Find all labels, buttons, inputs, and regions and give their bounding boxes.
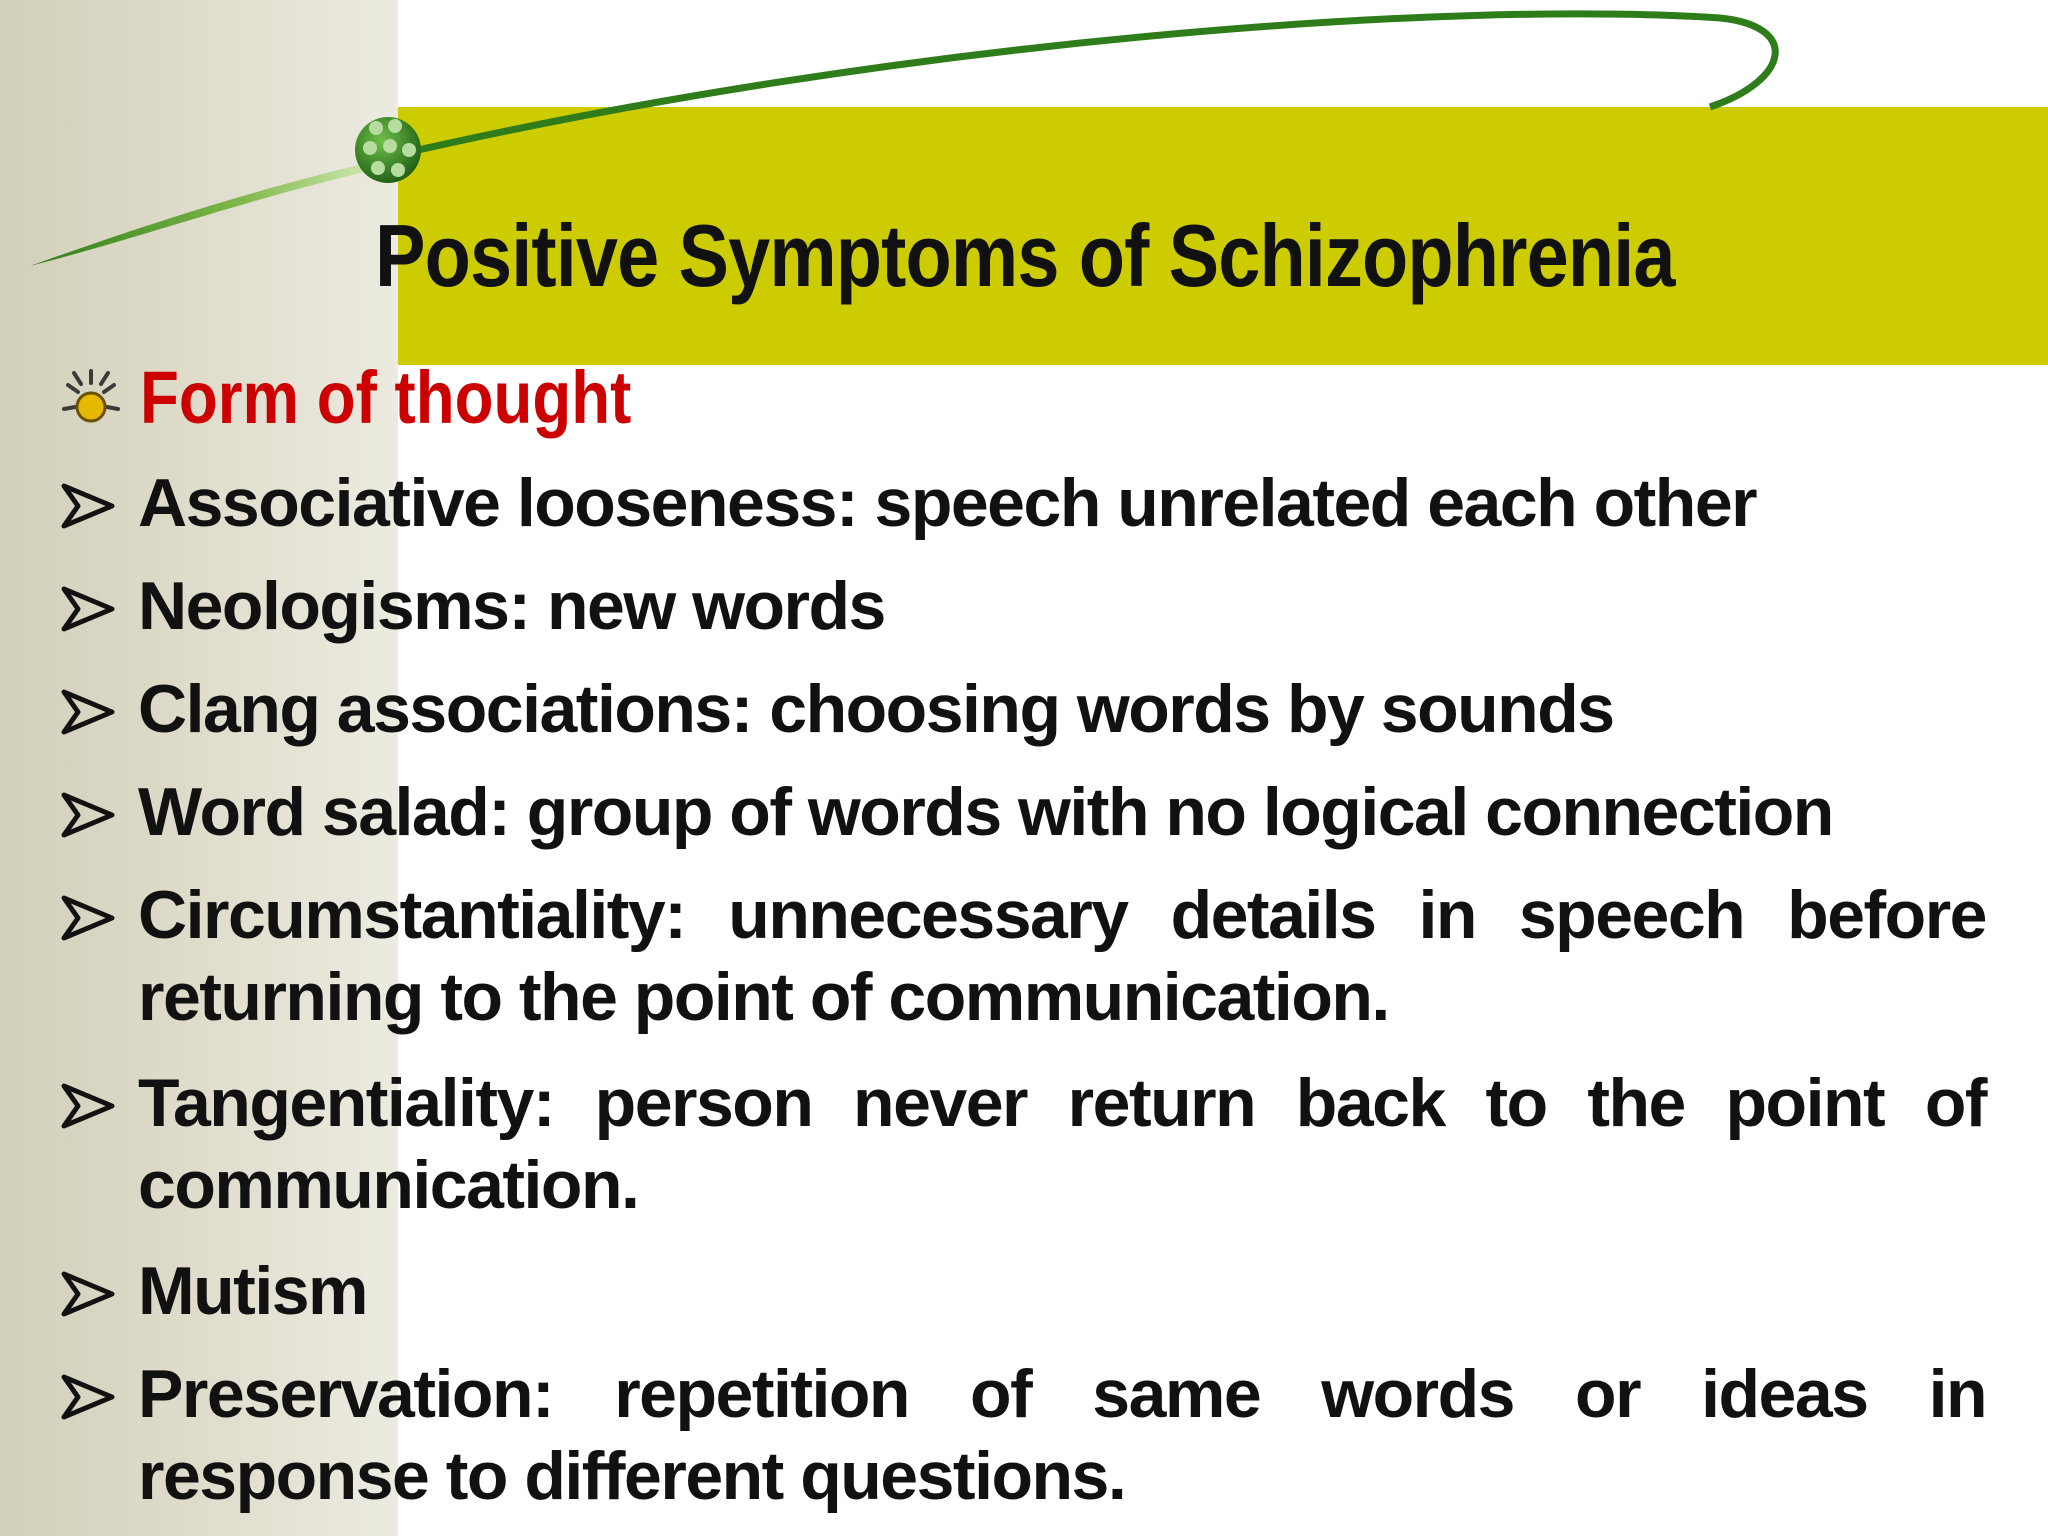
list-item [60,668,1986,750]
arrow-bullet-icon [60,1078,116,1134]
green-orb-icon [355,117,421,183]
arrow-bullet-icon [60,787,116,843]
list-item-text: Clang associations: choosing words by sounds [138,671,1614,747]
arrow-bullet-icon [60,684,116,740]
arrow-bullet-icon [60,890,116,946]
list-item-text: Tangentiality: person never return back to the point of communication. [138,1065,1986,1223]
list-item-text: Mutism [138,1253,367,1329]
list-item [60,1353,1986,1517]
section-heading: Form of thought [140,356,632,439]
arrow-bullet-icon [60,1369,116,1425]
list-item-text: Circumstantiality: unnecessary details in speech before returning to the point of communication. [138,877,1986,1035]
list-item-text: Neologisms: new words [138,568,885,644]
arrow-bullet-icon [60,478,116,534]
arrow-bullet-icon [60,1266,116,1322]
list-item-text: Associative looseness: speech unrelated each other [138,465,1757,541]
list-item-text: Preservation: repetition of same words or ideas in response to different questions. [138,1356,1986,1514]
arrow-bullet-icon [60,581,116,637]
sun-bullet-icon [60,367,122,429]
list-item [60,771,1986,853]
list-item [60,462,1986,544]
slide-title: Positive Symptoms of Schizophrenia [375,206,1675,305]
list-item [60,874,1986,1038]
list-item [60,565,1986,647]
heading-row [60,355,711,440]
list-item [60,1062,1986,1226]
list-item [60,1250,1986,1332]
list-item-text: Word salad: group of words with no logical connection [138,774,1833,850]
